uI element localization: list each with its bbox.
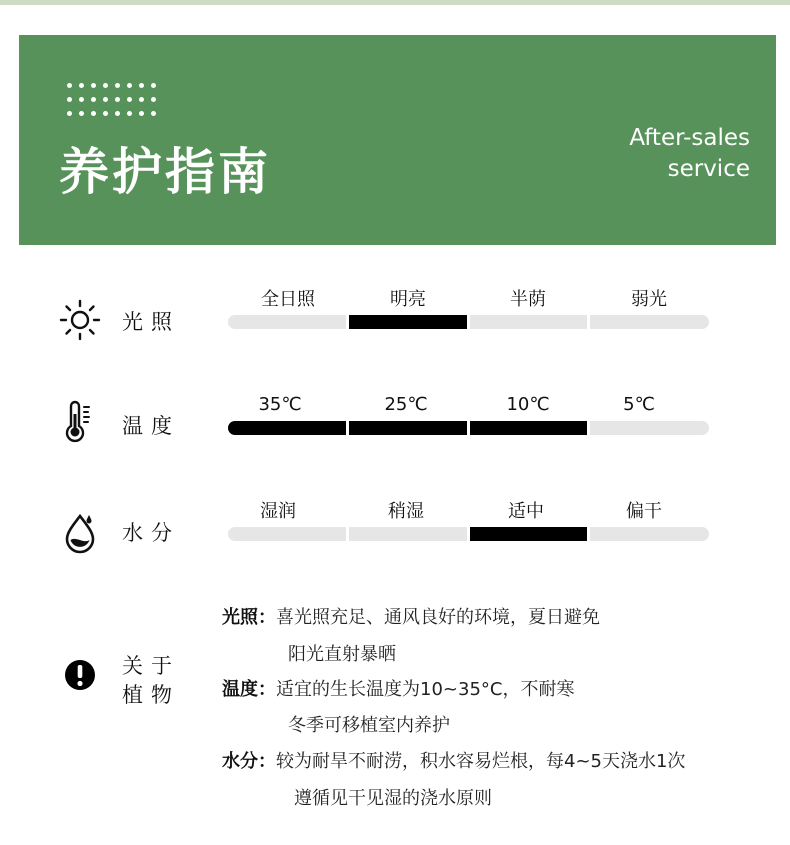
about-plant-label-line1: 关于 [122, 654, 180, 678]
header-banner [19, 35, 776, 245]
about-plant-label-line2: 植物 [122, 683, 180, 707]
level-label: 全日照 [261, 289, 315, 310]
page-title: 养护指南 [59, 143, 271, 201]
level-bar-segment [228, 315, 346, 329]
thermometer-icon [58, 400, 102, 444]
level-bar-segment [470, 315, 587, 329]
level-label: 偏干 [626, 501, 662, 522]
top-decorative-strip [0, 0, 790, 5]
note-key: 温度： [222, 679, 276, 700]
level-label: 稍湿 [388, 501, 424, 522]
level-label: 5℃ [623, 394, 655, 415]
level-bar-segment [470, 527, 587, 541]
note-water [222, 751, 685, 773]
level-label: 湿润 [260, 501, 296, 522]
banner-subtitle [629, 123, 750, 185]
level-label: 10℃ [506, 394, 550, 415]
note-text-continued: 冬季可移植室内养护 [288, 715, 450, 736]
row-label-light: 光照 [122, 310, 180, 334]
level-label: 明亮 [390, 289, 426, 310]
note-text: 喜光照充足、通风良好的环境，夏日避免 [276, 607, 600, 628]
level-bar-segment [349, 421, 467, 435]
level-label: 35℃ [258, 394, 302, 415]
row-label-temperature: 温度 [122, 414, 180, 438]
note-temperature [222, 679, 574, 701]
note-text-continued: 遵循见干见湿的浇水原则 [294, 788, 492, 809]
level-bar-segment [590, 315, 709, 329]
level-bar-segment [349, 315, 467, 329]
banner-subtitle-line2: service [667, 156, 750, 182]
level-bar-segment [228, 421, 346, 435]
level-label: 半荫 [510, 289, 546, 310]
note-text: 适宜的生长温度为10~35°C，不耐寒 [276, 679, 575, 700]
sun-icon [58, 298, 102, 342]
level-bar-segment [590, 527, 709, 541]
dot-pattern [67, 83, 157, 123]
level-bar-segment [590, 421, 709, 435]
water-drop-icon [58, 511, 102, 555]
level-label: 适中 [508, 501, 544, 522]
note-key: 水分： [222, 751, 276, 772]
note-key: 光照： [222, 607, 276, 628]
level-label: 弱光 [631, 289, 667, 310]
level-bar-segment [228, 527, 346, 541]
row-label-water: 水分 [122, 521, 180, 545]
note-text-continued: 阳光直射暴晒 [288, 644, 396, 665]
level-bar-segment [470, 421, 587, 435]
about-plant-label [122, 652, 182, 710]
exclamation-icon [64, 659, 96, 691]
banner-subtitle-line1: After-sales [629, 125, 750, 151]
level-label: 25℃ [384, 394, 428, 415]
note-light [222, 607, 600, 629]
note-text: 较为耐旱不耐涝，积水容易烂根，每4~5天浇水1次 [276, 751, 686, 772]
level-bar-segment [349, 527, 467, 541]
